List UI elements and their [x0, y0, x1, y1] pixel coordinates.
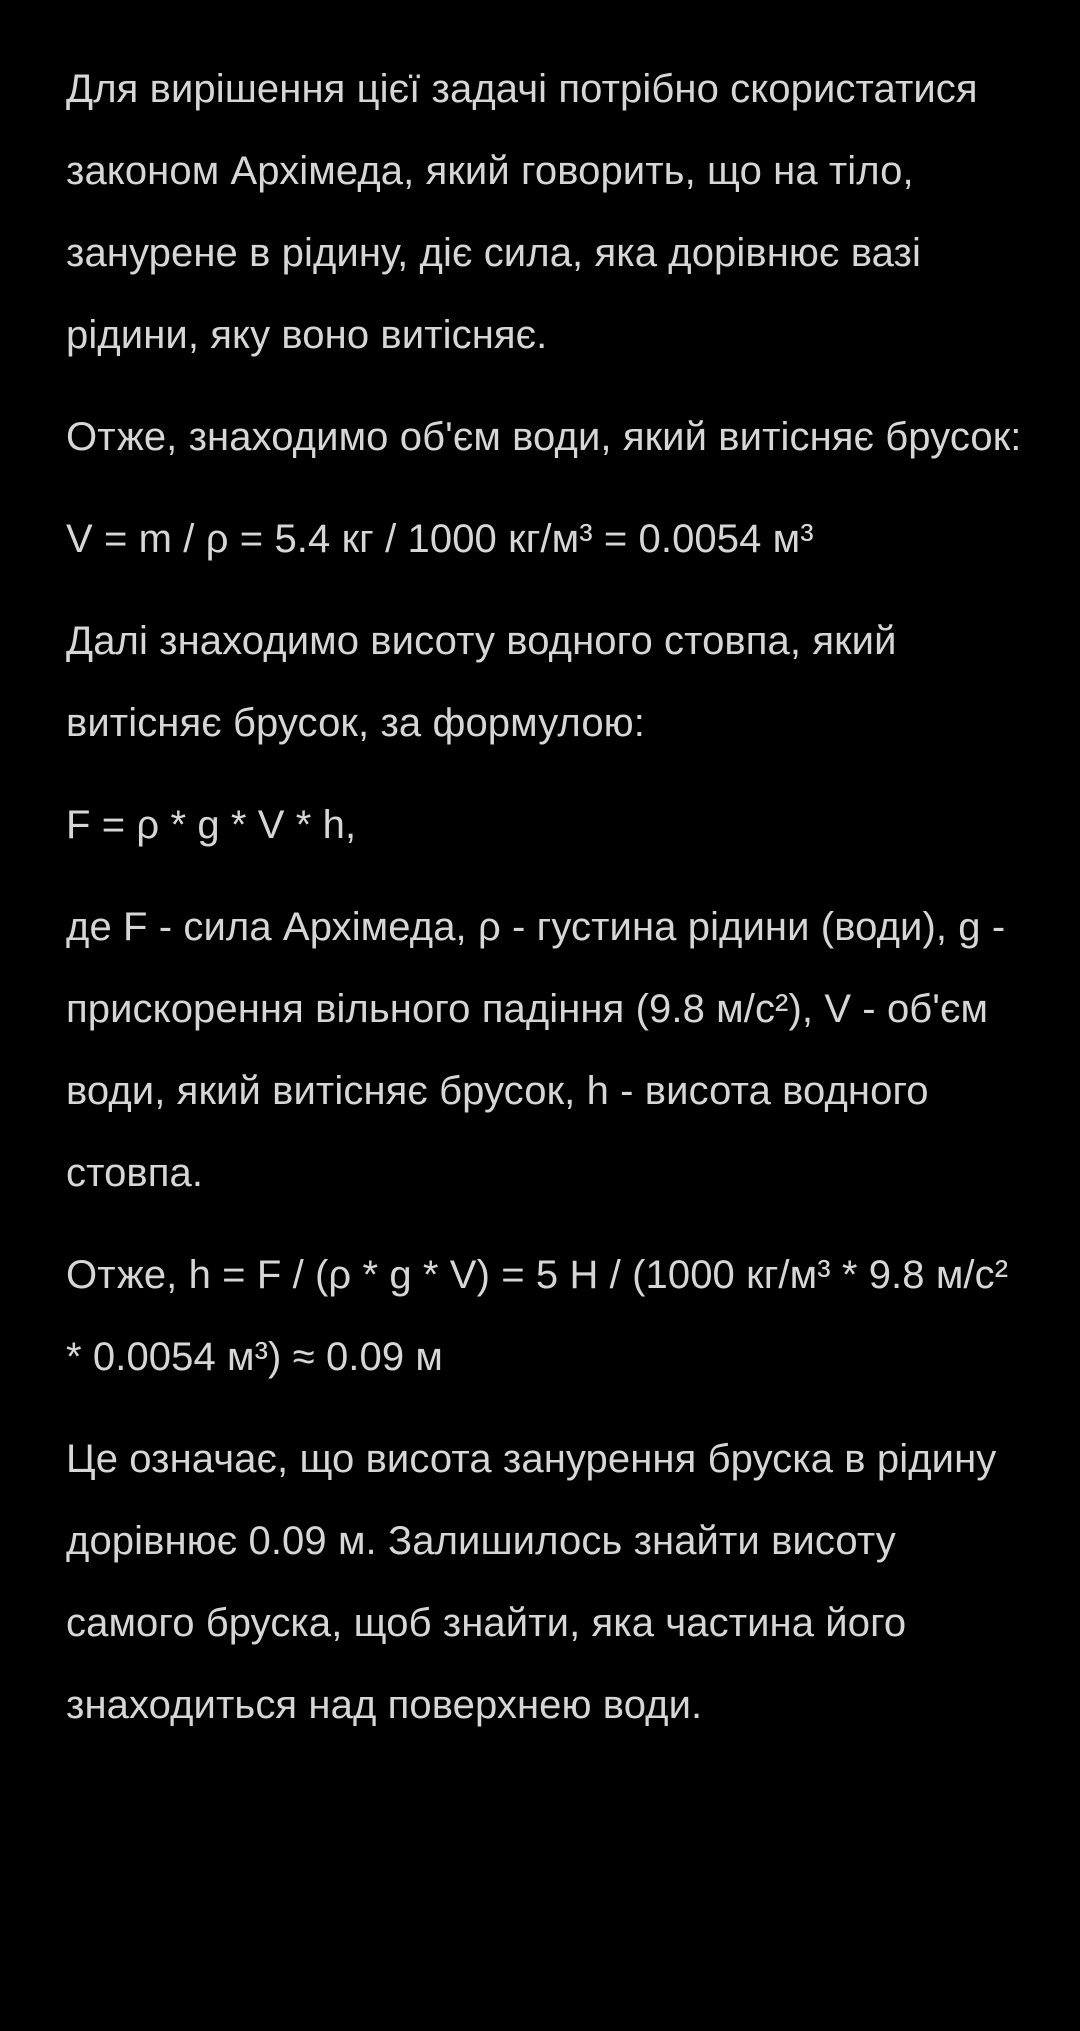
formula-volume: V = m / ρ = 5.4 кг / 1000 кг/м³ = 0.0054 м³	[66, 517, 814, 561]
formula-height: Отже, h = F / (ρ * g * V) = 5 Н / (1000 кг/м³ * 9.8 м/с² * 0.0054 м³) ≈ 0.09 м	[66, 1253, 1009, 1379]
formula-force: F = ρ * g * V * h,	[66, 803, 357, 847]
paragraph-variables: де F - сила Архімеда, ρ - густина рідини (води), g - прискорення вільного падіння (9.8 м/с²), V - об'єм води, який витісняє брусок, h - висота водного стовпа.	[66, 905, 1006, 1195]
paragraph-conclusion: Це означає, що висота занурення бруска в рідину дорівнює 0.09 м. Залишилось знайти висоту самого бруска, щоб знайти, яка частина його знаходиться над поверхнею води.	[66, 1437, 997, 1727]
paragraph-archimedes-intro: Для вирішення цієї задачі потрібно скористатися законом Архімеда, який говорить, що на тіло, занурене в рідину, діє сила, яка дорівнює вазі рідини, яку воно витісняє.	[66, 67, 978, 357]
paragraph-find-height: Далі знаходимо висоту водного стовпа, який витісняє брусок, за формулою:	[66, 619, 897, 745]
answer-text	[66, 48, 1026, 1766]
paragraph-find-volume: Отже, знаходимо об'єм води, який витісняє брусок:	[66, 415, 1022, 459]
